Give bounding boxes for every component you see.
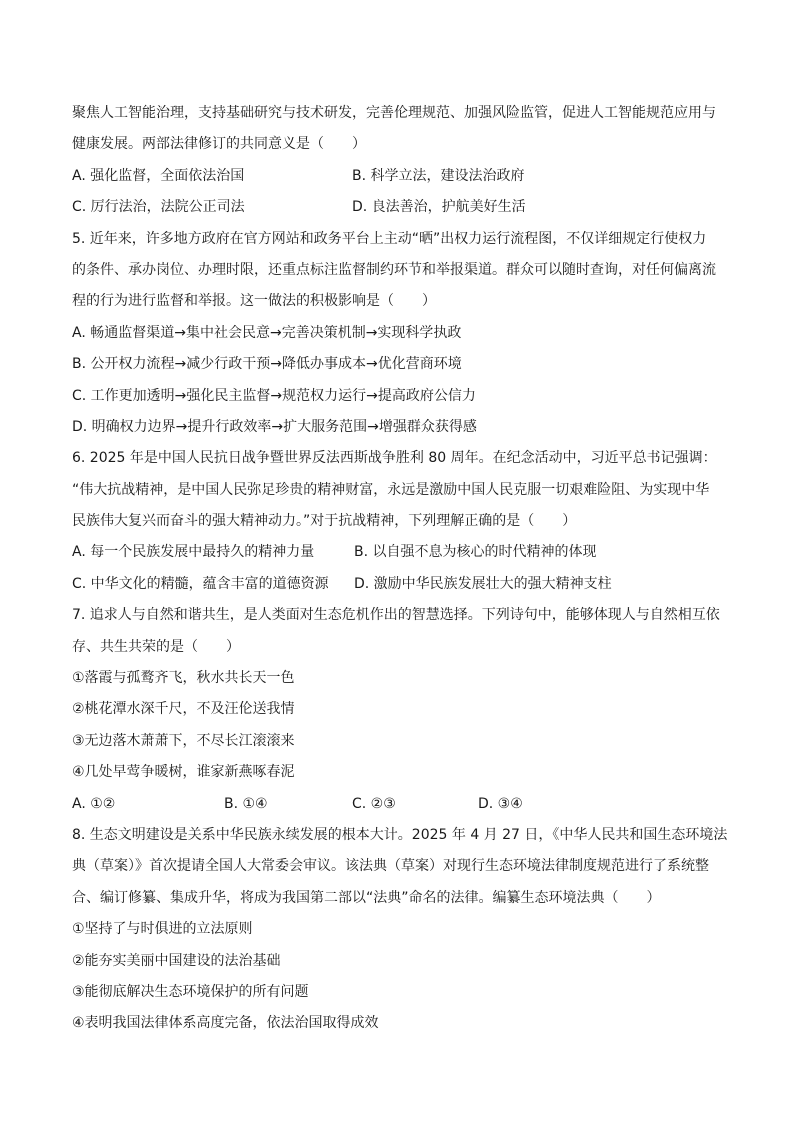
question-7-item-3: ③无边落木萧萧下，不尽长江滚滚来 (72, 732, 295, 749)
question-8-item-1: ①坚持了与时俱进的立法原则 (72, 921, 253, 938)
question-5-stem-line: 程的行为进行监督和举报。这一做法的积极影响是（ ） (72, 293, 436, 310)
question-7-option-d[interactable]: D. ③④ (478, 795, 523, 812)
question-4-option-d[interactable]: D. 良法善治，护航美好生活 (352, 199, 526, 216)
question-7-stem-line: 存、共生共荣的是（ ） (72, 638, 240, 655)
question-8-item-2: ②能夯实美丽中国建设的法治基础 (72, 952, 281, 969)
question-5-option-d[interactable]: D. 明确权力边界→提升行政效率→扩大服务范围→增强群众获得感 (72, 418, 477, 435)
question-4-options-row-2 (72, 192, 722, 223)
question-7 (72, 600, 722, 820)
question-6-option-a[interactable]: A. 每一个民族发展中最持久的精神力量 (72, 544, 315, 561)
question-7-option-c[interactable]: C. ②③ (352, 795, 396, 812)
question-4-option-b[interactable]: B. 科学立法，建设法治政府 (352, 167, 525, 184)
exam-page (72, 98, 728, 1040)
question-4-option-c[interactable]: C. 厉行法治，法院公正司法 (72, 199, 245, 216)
question-5-option-a[interactable]: A. 畅通监督渠道→集中社会民意→完善决策机制→实现科学执政 (72, 324, 462, 341)
question-4-stem-line: 健康发展。两部法律修订的共同意义是（ ） (72, 136, 366, 153)
question-4-option-a[interactable]: A. 强化监督，全面依法治国 (72, 167, 245, 184)
question-8-stem-line: 合、编订修纂、集成升华，将成为我国第二部以“法典”命名的法律。编纂生态环境法典（ ） (72, 889, 661, 906)
question-7-item-2: ②桃花潭水深千尺，不及汪伦送我情 (72, 701, 295, 718)
question-7-item-1: ①落霞与孤鹜齐飞，秋水共长天一色 (72, 670, 295, 687)
question-7-stem-line: 7. 追求人与自然和谐共生，是人类面对生态危机作出的智慧选择。下列诗句中，能够体现人与自然相互依 (72, 607, 720, 624)
question-7-item-4: ④几处早莺争暖树，谁家新燕啄春泥 (72, 764, 295, 781)
question-6-stem-line: 民族伟大复兴而奋斗的强大精神动力。”对于抗战精神，下列理解正确的是（ ） (72, 513, 577, 530)
question-6-stem-line: “伟大抗战精神，是中国人民弥足珍贵的精神财富，永远是激励中国人民克服一切艰难险阻、为实现中华 (72, 481, 710, 498)
question-4-stem-line: 聚焦人工智能治理，支持基础研究与技术研发，完善伦理规范、加强风险监管，促进人工智能规范应用与 (72, 105, 716, 121)
question-8-item-3: ③能彻底解决生态环境保护的所有问题 (72, 983, 309, 1000)
question-5-stem-line: 5. 近年来，许多地方政府在官方网站和政务平台上主动“晒”出权力运行流程图，不仅详细规定行使权力 (72, 230, 707, 247)
question-5 (72, 224, 722, 444)
question-4-options-row-1 (72, 161, 722, 192)
question-5-stem-line: 的条件、承办岗位、办理时限，还重点标注监督制约环节和举报渠道。群众可以随时查询，对任何偏离流 (72, 261, 716, 278)
question-8-stem-line: 典（草案）》首次提请全国人大常委会审议。该法典（草案）对现行生态环境法律制度规范进行了系统整 (72, 858, 709, 875)
question-6-option-d[interactable]: D. 激励中华民族发展壮大的强大精神支柱 (354, 575, 612, 592)
question-6 (72, 443, 722, 600)
question-6-stem-line: 6. 2025 年是中国人民抗日战争暨世界反法西斯战争胜利 80 周年。在纪念活动中，习近平总书记强调： (72, 450, 717, 467)
question-7-option-a[interactable]: A. ①② (72, 795, 116, 812)
question-5-option-c[interactable]: C. 工作更加透明→强化民主监督→规范权力运行→提高政府公信力 (72, 387, 476, 404)
question-5-option-b[interactable]: B. 公开权力流程→减少行政干预→降低办事成本→优化营商环境 (72, 356, 462, 373)
question-6-options-row-1 (72, 537, 722, 568)
question-6-options-row-2 (72, 569, 722, 600)
question-7-option-b[interactable]: B. ①④ (224, 795, 268, 812)
question-6-option-b[interactable]: B. 以自强不息为核心的时代精神的体现 (354, 544, 597, 561)
question-6-option-c[interactable]: C. 中华文化的精髓，蕴含丰富的道德资源 (72, 575, 329, 592)
question-8-stem-line: 8. 生态文明建设是关系中华民族永续发展的根本大计。2025 年 4 月 27 日，《中华人民共和国生态环境法 (72, 826, 728, 843)
question-7-options-row (72, 789, 722, 820)
question-4 (72, 98, 722, 224)
question-8-item-4: ④表明我国法律体系高度完备，依法治国取得成效 (72, 1015, 379, 1032)
question-8 (72, 820, 728, 1040)
